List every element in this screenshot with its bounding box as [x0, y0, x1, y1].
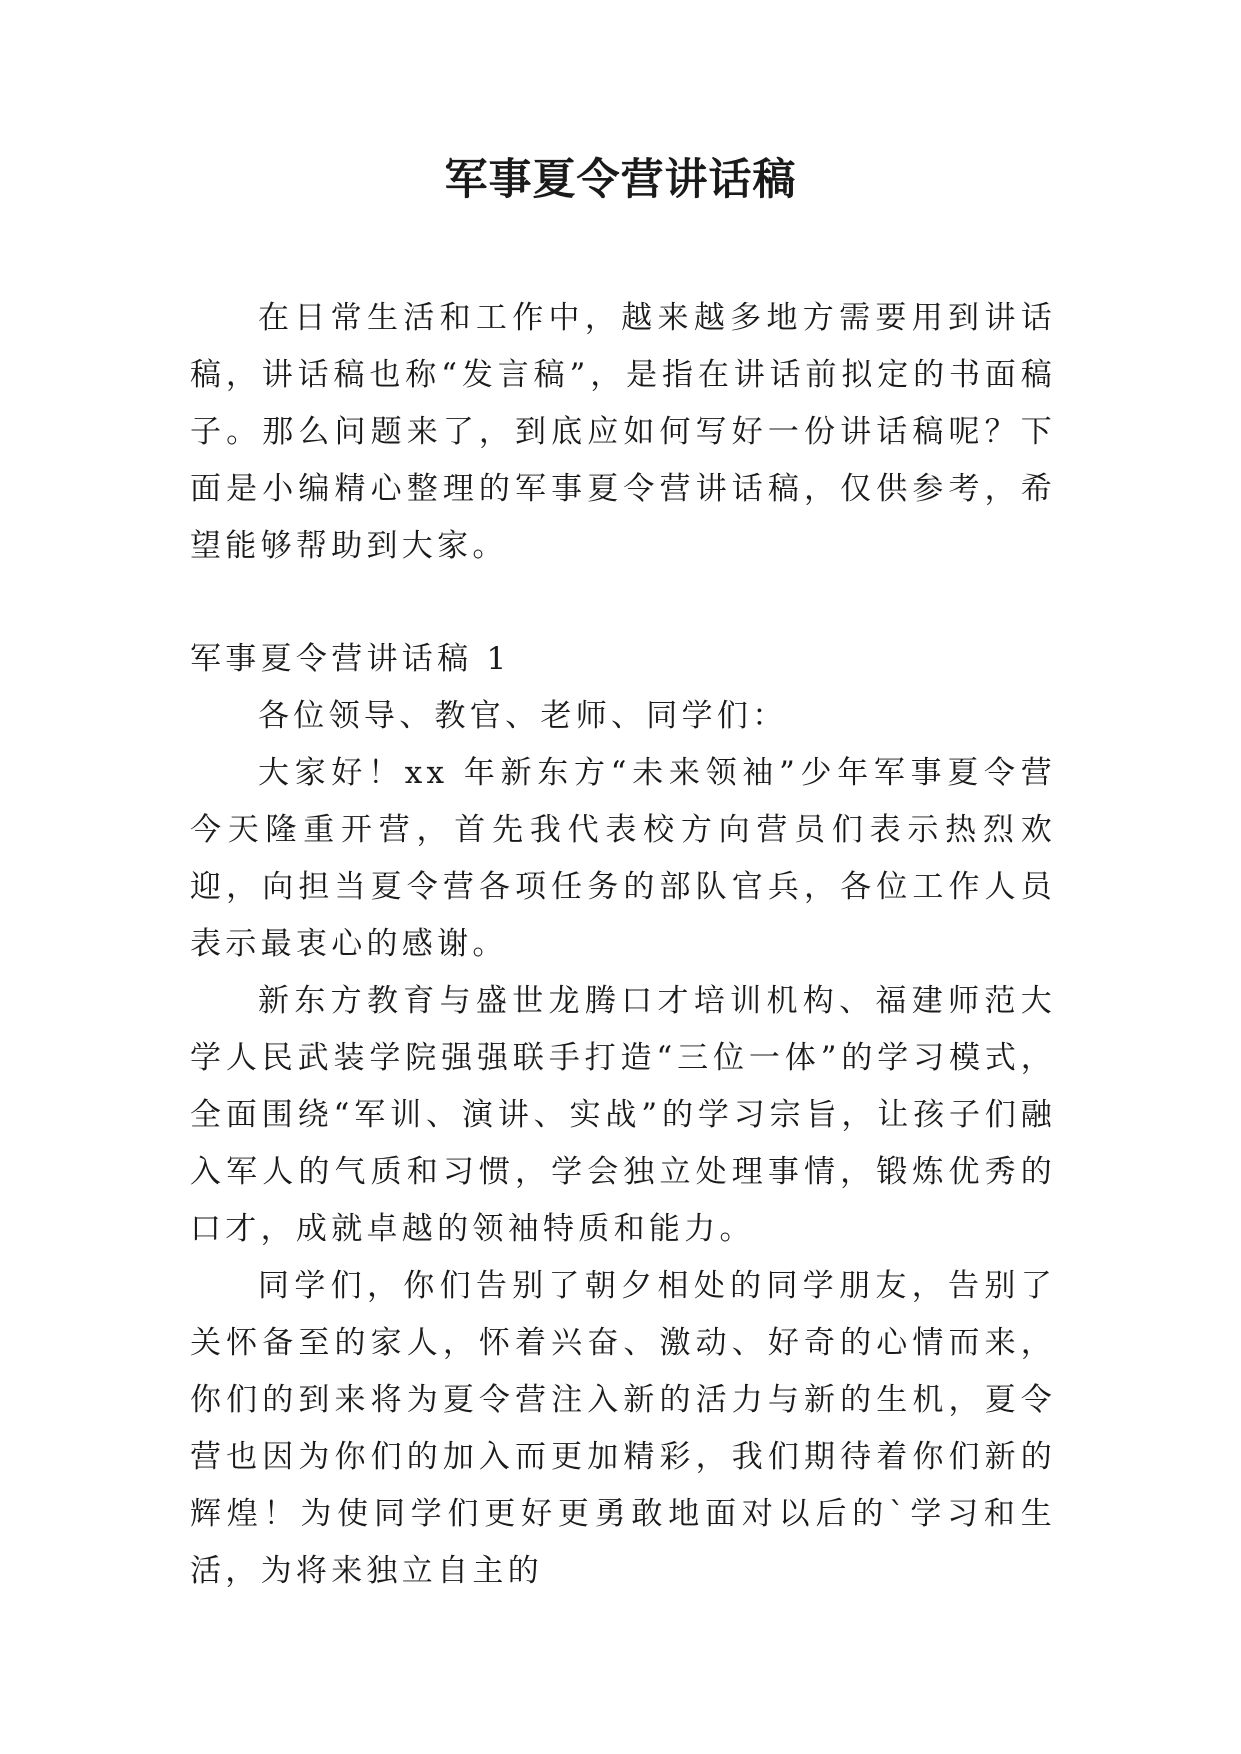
body-paragraph: 同学们，你们告别了朝夕相处的同学朋友，告别了关怀备至的家人，怀着兴奋、激动、好奇的心情而来，你们的到来将为夏令营注入新的活力与新的生机，夏令营也因为你们的加入而更加精彩，我们期待着你们新的辉煌！为使同学们更好更勇敢地面对以后的`学习和生活，为将来独立自主的	[190, 1268, 1056, 1589]
body-paragraph: 大家好！xx 年新东方“未来领袖”少年军事夏令营今天隆重开营，首先我代表校方向营员们表示热烈欢迎，向担当夏令营各项任务的部队官兵，各位工作人员表示最衷心的感谢。	[190, 755, 1056, 962]
document-title: 军事夏令营讲话稿	[444, 155, 797, 205]
spacer	[190, 575, 1056, 631]
intro-paragraph: 在日常生活和工作中，越来越多地方需要用到讲话稿，讲话稿也称“发言稿”，是指在讲话前拟定的书面稿子。那么问题来了，到底应如何写好一份讲话稿呢？下面是小编精心整理的军事夏令营讲话稿，仅供参考，希望能够帮助到大家。	[190, 300, 1056, 564]
body-paragraph: 新东方教育与盛世龙腾口才培训机构、福建师范大学人民武装学院强强联手打造“三位一体”的学习模式，全面围绕“军训、演讲、实战”的学习宗旨，让孩子们融入军人的气质和习惯，学会独立处理事情，锻炼优秀的口才，成就卓越的领袖特质和能力。	[190, 983, 1056, 1247]
document-body	[190, 290, 1056, 1600]
salutation-paragraph: 各位领导、教官、老师、同学们：	[258, 698, 788, 734]
section-heading: 军事夏令营讲话稿 1	[190, 641, 511, 677]
